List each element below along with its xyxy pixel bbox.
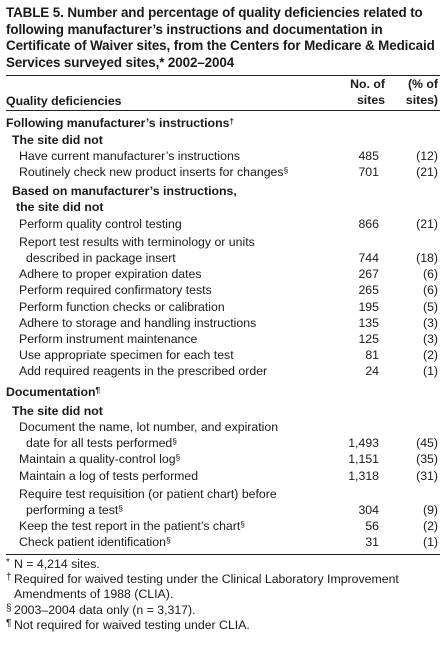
header-percent: (% of sites) (405, 77, 438, 108)
footnote: † Required for waived testing under the Clinical Laboratory Improvement Amendments of 1988 (CLIA). (6, 572, 399, 602)
table-row: Require test requisition (or patient chart) before performing a test§ 304 (9) (19, 486, 438, 518)
table-title: TABLE 5. Number and percentage of quality deficiencies related to following manufacturer’s instructions and documentation in Certificate of Waiver sites, from the Centers for Medicare & Medicaid Services surveyed sites,* 2002–2004 (6, 5, 435, 70)
bottom-rule (6, 554, 440, 555)
table-container (6, 5, 440, 634)
table-row: Perform instrument maintenance 125 (3) (19, 332, 438, 347)
table-row: Adhere to storage and handling instructions 135 (3) (19, 315, 438, 330)
table-row: Routinely check new product inserts for changes§ 701 (21) (19, 164, 438, 179)
table-row: Keep the test report in the patient’s chart§ 56 (2) (19, 519, 438, 534)
subsection-heading: The site did not (12, 132, 103, 147)
subsection-heading: The site did not (12, 403, 103, 418)
footnote: * N = 4,214 sites. (6, 556, 100, 571)
header-count: No. of sites (350, 77, 385, 108)
table-row: Have current manufacturer’s instructions 485 (12) (19, 148, 438, 163)
table-row: Perform required confirmatory tests 265 (6) (19, 283, 438, 298)
footnote: ¶ Not required for waived testing under CLIA. (6, 618, 250, 633)
table-row: Document the name, lot number, and expiration date for all tests performed§ 1,493 (45) (19, 420, 438, 451)
subsection-heading: Based on manufacturer’s instructions, the site did not (12, 184, 237, 215)
header-rule (6, 110, 440, 111)
table-row: Adhere to proper expiration dates 267 (6) (19, 267, 438, 282)
footnotes (6, 557, 440, 634)
table-row: Add required reagents in the prescribed order 24 (1) (19, 364, 438, 379)
header-label: Quality deficiencies (6, 94, 122, 109)
section-heading: Documentation¶ (6, 384, 101, 399)
table-row: Maintain a quality-control log§ 1,151 (35) (19, 452, 438, 467)
footnote: § 2003–2004 data only (n = 3,317). (6, 602, 196, 617)
table-row: Maintain a log of tests performed 1,318 (31) (19, 468, 438, 483)
table-header (6, 76, 440, 110)
table-row: Use appropriate specimen for each test 81 (2) (19, 348, 438, 363)
table-row: Perform function checks or calibration 195 (5) (19, 299, 438, 314)
table-row: Check patient identification§ 31 (1) (19, 535, 438, 550)
table-row: Perform quality control testing 866 (21) (19, 216, 438, 231)
section-heading: Following manufacturer’s instructions† (6, 116, 235, 131)
table-row: Report test results with terminology or units described in package insert 744 (18) (19, 234, 438, 265)
